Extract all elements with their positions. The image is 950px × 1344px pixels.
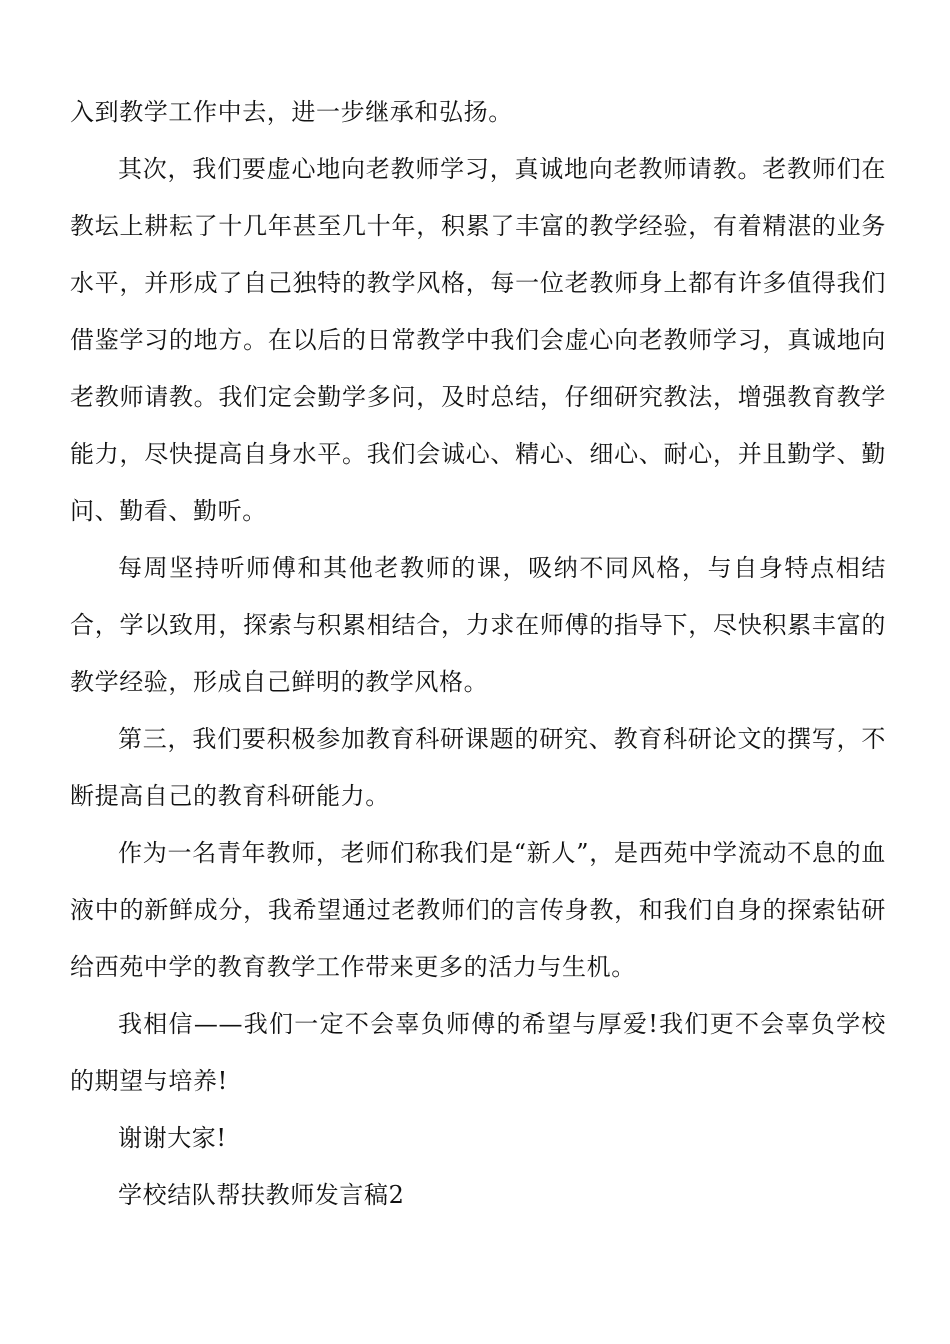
paragraph-continuation: 入到教学工作中去，进一步继承和弘扬。 <box>70 98 513 126</box>
paragraph-learn-from-senior-teachers: 其次，我们要虚心地向老教师学习，真诚地向老教师请教。老教师们在教坛上耕耘了十几年甚至几十年，积累了丰富的教学经验，有着精湛的业务水平，并形成了自己独特的教学风格，每一位老教师身上都有许多值得我们借鉴学习的地方。在以后的日常教学中我们会虚心向老教师学习，真诚地向老教师请教。我们定会勤学多问，及时总结，仔细研究教法，增强教育教学能力，尽快提高自身水平。我们会诚心、精心、细心、耐心，并且勤学、勤问、勤看、勤听。 <box>70 155 886 525</box>
paragraph-research: 第三，我们要积极参加教育科研课题的研究、教育科研论文的撰写，不断提高自己的教育科研能力。 <box>70 725 886 810</box>
paragraph-belief: 我相信——我们一定不会辜负师傅的希望与厚爱!我们更不会辜负学校的期望与培养! <box>70 1010 886 1095</box>
document-page <box>70 0 886 1344</box>
paragraph-weekly-observation: 每周坚持听师傅和其他老教师的课，吸纳不同风格，与自身特点相结合，学以致用，探索与积累相结合，力求在师傅的指导下，尽快积累丰富的教学经验，形成自己鲜明的教学风格。 <box>70 554 886 696</box>
next-speech-title: 学校结队帮扶教师发言稿2 <box>118 1181 405 1209</box>
paragraph-young-teacher: 作为一名青年教师，老师们称我们是“新人”，是西苑中学流动不息的血液中的新鲜成分，我希望通过老教师们的言传身教，和我们自身的探索钻研给西苑中学的教育教学工作带来更多的活力与生机。 <box>70 839 886 981</box>
paragraph-thanks: 谢谢大家! <box>118 1124 227 1152</box>
